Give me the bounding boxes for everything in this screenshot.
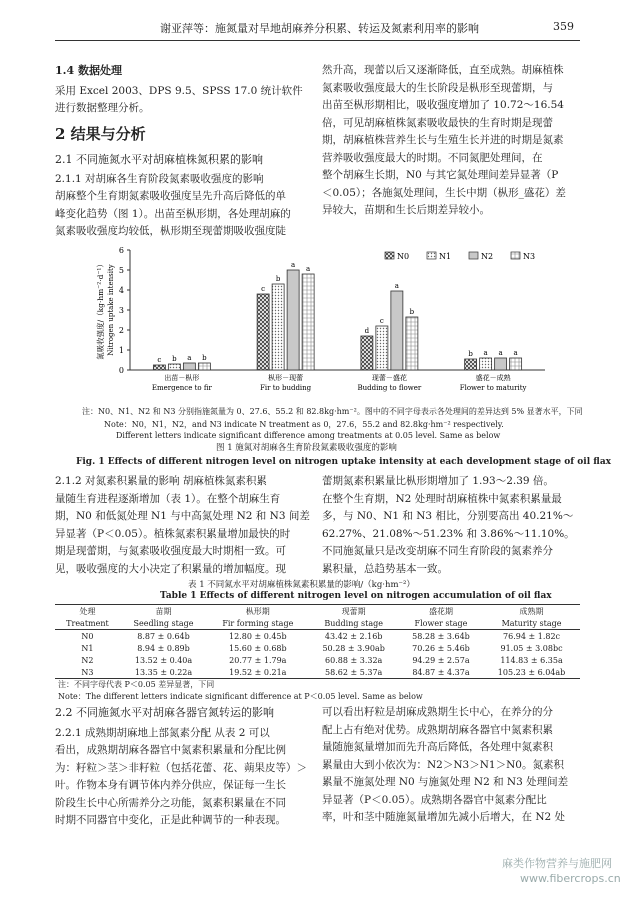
significance-letter: a bbox=[291, 261, 296, 269]
paragraph-line: 倍，可见胡麻植株氮素吸收最快的生育时期是现蕾 bbox=[322, 116, 553, 129]
paragraph-line: 氮素吸收强度均较低，枞形期至现蕾期吸收强度陡 bbox=[55, 225, 286, 237]
table-cell: 50.28 ± 3.90ab bbox=[322, 643, 385, 653]
section-2-2-heading: 2.2 不同施氮水平对胡麻各器官氮转运的影响 bbox=[55, 706, 274, 719]
paragraph-line: 峰变化趋势（图 1）。出苗至枞形期，各处理胡麻的 bbox=[55, 207, 291, 220]
table-cell: 94.29 ± 2.57a bbox=[412, 655, 470, 665]
bottom-left-column bbox=[55, 704, 317, 830]
y-tick-label: 5 bbox=[118, 266, 124, 275]
table-cell: 105.23 ± 6.04ab bbox=[497, 667, 566, 677]
page-number: 359 bbox=[553, 20, 574, 33]
bar-n3 bbox=[406, 317, 418, 370]
significance-letter: b bbox=[275, 275, 281, 283]
table-header-cell: Seedling stage bbox=[133, 618, 194, 628]
table-header-row-en bbox=[55, 617, 580, 630]
bar-n1 bbox=[168, 364, 180, 370]
paragraph-line: 配上占有绝对优势。成熟期胡麻各器官中氮素积累 bbox=[322, 723, 553, 736]
significance-letter: b bbox=[172, 355, 177, 363]
paragraph-line: 期，N0 和低氮处理 N1 与中高氮处理 N2 和 N3 间差 bbox=[55, 510, 310, 522]
bar-n0 bbox=[465, 359, 477, 370]
table-cell: 8.87 ± 0.64b bbox=[137, 631, 190, 641]
legend-swatch bbox=[427, 252, 436, 259]
significance-letter: b bbox=[409, 308, 415, 316]
bar-n2 bbox=[495, 358, 507, 370]
y-tick-label: 1 bbox=[118, 346, 124, 355]
table-cell: 60.88 ± 3.32a bbox=[325, 655, 383, 665]
paragraph-line: 时期不同器官中变化，正是此种调节的一种表现。 bbox=[55, 814, 286, 826]
watermark-url: www.fibercrops.cn bbox=[520, 872, 621, 885]
table-cell: 43.42 ± 2.16b bbox=[324, 631, 383, 641]
significance-letter: b bbox=[202, 354, 207, 362]
paragraph-line: 然升高，现蕾以后又逐渐降低，直至成熟。胡麻植株 bbox=[322, 64, 564, 76]
significance-letter: c bbox=[261, 285, 266, 293]
bar-n2 bbox=[183, 363, 195, 370]
bar-n1 bbox=[480, 358, 492, 370]
left-column-top bbox=[55, 62, 317, 241]
bar-n2 bbox=[287, 270, 299, 370]
header-rule bbox=[55, 40, 580, 41]
table-row bbox=[55, 642, 580, 654]
table-cell: 12.80 ± 0.45b bbox=[229, 631, 287, 641]
x-tick-label-en: Flower to maturity bbox=[459, 384, 527, 392]
watermark-cn: 麻类作物营养与施肥网 bbox=[502, 857, 612, 870]
table-header-cell: Maturity stage bbox=[501, 618, 562, 628]
table-header-cell: Treatment bbox=[66, 618, 109, 628]
running-title: 谢亚萍等：施氮量对旱地胡麻养分积累、转运及氮素利用率的影响 bbox=[160, 22, 479, 35]
table-header-cell: 现蕾期 bbox=[341, 606, 366, 616]
paragraph-line: 在整个生育期，N2 处理时胡麻植株中氮素积累量最 bbox=[322, 492, 562, 505]
paragraph-line: 2.1.1 对胡麻各生育阶段氮素吸收强度的影响 bbox=[55, 172, 264, 185]
x-tick-label: 出苗－枞形 bbox=[164, 374, 200, 382]
paragraph-line: 异显著（P＜0.05）。植株氮素积累量增加最快的时 bbox=[55, 527, 291, 540]
significance-letter: a bbox=[187, 354, 192, 362]
paragraph-line: 累量由大到小依次为：N2＞N3＞N1＞N0。氮素积 bbox=[322, 758, 564, 771]
x-tick-label: 盛花－成熟 bbox=[475, 374, 511, 382]
y-tick-label: 6 bbox=[118, 246, 124, 255]
paragraph-line: 期，胡麻植株营养生长与生殖生长并进的时期是氮素 bbox=[322, 134, 564, 146]
paragraph-line: 不同施氮量只是改变胡麻不同生育阶段的氮素养分 bbox=[322, 545, 553, 557]
paragraph-line: 期是现蕾期，与氮素吸收强度最大时期相一致。可 bbox=[55, 545, 286, 557]
x-tick-label: 现蕾－盛花 bbox=[371, 374, 407, 382]
figure-note-en-2: Different letters indicate significant difference among treatments at 0.05 level. Same as below bbox=[116, 431, 501, 440]
bar-n0 bbox=[153, 365, 165, 370]
x-tick-label-en: Budding to flower bbox=[357, 384, 422, 392]
legend-swatch bbox=[469, 252, 478, 259]
legend-label: N0 bbox=[397, 252, 410, 261]
legend-swatch bbox=[511, 252, 520, 259]
significance-letter: c bbox=[157, 356, 162, 364]
table-caption-en: Table 1 Effects of different nitrogen level on nitrogen accumulation of oil flax bbox=[160, 591, 552, 601]
nitrogen-accumulation-table bbox=[55, 605, 580, 679]
paragraph-line: 量随生育进程逐渐增加（表 1）。在整个胡麻生育 bbox=[55, 492, 281, 505]
paragraph-line: 异较大，苗期和生长后期差异较小。 bbox=[322, 204, 490, 216]
y-tick-label: 2 bbox=[118, 326, 124, 335]
table-header-cell: 苗期 bbox=[155, 606, 172, 616]
significance-letter: a bbox=[483, 349, 488, 357]
bar-n1 bbox=[272, 284, 284, 370]
table-cell: 70.26 ± 5.46b bbox=[412, 643, 470, 653]
paragraph-line: 62.27%、21.08%～51.23% 和 3.86%～11.10%。 bbox=[322, 527, 575, 540]
y-axis-label: 氮吸收强度/（kg·hm⁻²·d⁻¹） bbox=[96, 260, 105, 360]
legend-label: N3 bbox=[523, 252, 536, 261]
paragraph-line: 看出，成熟期胡麻各器官中氮素积累量和分配比例 bbox=[55, 744, 286, 756]
paragraph-line: 胡麻整个生育期氮素吸收强度呈先升高后降低的单 bbox=[55, 190, 286, 202]
table-row bbox=[55, 630, 580, 643]
y-tick-label: 0 bbox=[118, 366, 124, 375]
section-1-4-heading: 1.4 数据处理 bbox=[55, 64, 122, 77]
table-cell: N2 bbox=[81, 655, 94, 665]
nitrogen-uptake-chart bbox=[85, 240, 555, 405]
table-cell: 20.77 ± 1.79a bbox=[229, 655, 287, 665]
table-cell: N1 bbox=[81, 643, 94, 653]
table-header-row-cn bbox=[55, 605, 580, 617]
paragraph-line: 营养吸收强度最大的时期。不同氮肥处理间，在 bbox=[322, 151, 543, 164]
bar-n3 bbox=[198, 363, 210, 370]
table-header-cell: 盛花期 bbox=[428, 606, 453, 616]
paragraph-line: 可以看出籽粒是胡麻成熟期生长中心，在养分的分 bbox=[322, 706, 553, 718]
table-cell: N3 bbox=[81, 667, 94, 677]
y-tick-label: 4 bbox=[118, 286, 124, 295]
legend-swatch bbox=[385, 252, 394, 259]
paragraph-line: 2.2.1 成熟期胡麻地上部氮素分配 从表 2 可以 bbox=[55, 726, 270, 739]
paragraph-line: 累积量，总趋势基本一致。 bbox=[322, 562, 448, 575]
legend-label: N1 bbox=[439, 252, 452, 261]
table-header-cell: 处理 bbox=[79, 606, 96, 616]
table-caption-cn: 表 1 不同氮水平对胡麻植株氮素积累量的影响/（kg·hm⁻²） bbox=[188, 580, 415, 590]
table-cell: 8.94 ± 0.89b bbox=[137, 643, 190, 653]
paragraph-line: 采用 Excel 2003、DPS 9.5、SPSS 17.0 统计软件 bbox=[55, 84, 303, 97]
bar-n3 bbox=[302, 274, 314, 370]
figure-caption-en: Fig. 1 Effects of different nitrogen level on nitrogen uptake intensity at each development stage of oil flax bbox=[76, 457, 612, 467]
table-header-cell: Budding stage bbox=[324, 618, 383, 628]
paragraph-line: 整个胡麻生长期，N0 与其它氮处理间差异显著（P bbox=[322, 169, 559, 181]
paragraph-line: 2.1.2 对氮素积累量的影响 胡麻植株氮素积累 bbox=[55, 475, 267, 487]
paragraph-line: 蕾期氮素积累量比枞形期增加了 1.93～2.39 倍。 bbox=[322, 475, 554, 487]
paragraph-line: 出苗至枞形期相比，吸收强度增加了 10.72～16.54 bbox=[322, 99, 564, 111]
paragraph-line: 进行数据整理分析。 bbox=[55, 102, 150, 114]
paragraph-line: 累量不施氮处理 N0 与施氮处理 N2 和 N3 处理间差 bbox=[322, 776, 569, 788]
right-column-top bbox=[322, 62, 584, 220]
table-cell: 91.05 ± 3.08bc bbox=[500, 643, 563, 653]
table-header-cell: 枞形期 bbox=[245, 606, 270, 616]
table-cell: 19.52 ± 0.21a bbox=[229, 667, 287, 677]
table-cell: 76.94 ± 1.82c bbox=[503, 631, 561, 641]
significance-letter: b bbox=[468, 350, 473, 358]
bar-n1 bbox=[376, 326, 388, 370]
paragraph-line: 率，叶和茎中随施氮量增加先减小后增大，在 N2 处 bbox=[322, 811, 566, 823]
significance-letter: a bbox=[498, 349, 503, 357]
y-axis-label-en: Nitrogen uptake intensity bbox=[107, 264, 115, 356]
table-cell: 58.28 ± 3.64b bbox=[412, 631, 470, 641]
table-header-cell: Fir forming stage bbox=[222, 618, 294, 628]
paragraph-line: 异显著（P＜0.05）。成熟期各器官中氮素分配比 bbox=[322, 793, 547, 806]
paragraph-line: 量随施氮量增加而先升高后降低，各处理中氮素积 bbox=[322, 741, 553, 753]
middle-left-paragraph bbox=[55, 473, 317, 578]
section-2-1-heading: 2.1 不同施氮水平对胡麻植株氮积累的影响 bbox=[55, 153, 263, 166]
bar-n2 bbox=[391, 291, 403, 370]
table-note-en: Note：The different letters indicate significant difference at P＜0.05 level. Same as below bbox=[58, 692, 423, 701]
paragraph-line: 为：籽粒＞茎＞非籽粒（包括花蕾、花、蒴果皮等）＞ bbox=[55, 761, 307, 774]
x-tick-label-en: Emergence to fir bbox=[151, 384, 212, 392]
paragraph-line: ＜0.05）；各施氮处理间，生长中期（枞形_盛花）差 bbox=[322, 186, 566, 199]
table-header-cell: 成熟期 bbox=[519, 606, 544, 616]
paragraph-line: 多，与 N0、N1 和 N3 相比，分别要高出 40.21%～ bbox=[322, 510, 574, 522]
bar-n3 bbox=[510, 358, 522, 370]
table-row bbox=[55, 666, 580, 679]
legend-label: N2 bbox=[481, 252, 494, 261]
significance-letter: d bbox=[364, 327, 370, 335]
table-cell: 58.62 ± 5.37a bbox=[325, 667, 383, 677]
table-header-cell: Flower stage bbox=[414, 618, 468, 628]
figure-note-en-1: Note：N0，N1，N2，and N3 indicate N treatment as 0，27.6，55.2 and 82.8kg·hm⁻² respectively. bbox=[104, 420, 504, 429]
paragraph-line: 叶。作物本身有调节体内养分供应，保证每一生长 bbox=[55, 779, 286, 791]
x-tick-label-en: Fir to budding bbox=[260, 384, 312, 392]
significance-letter: a bbox=[513, 349, 518, 357]
table-cell: 13.52 ± 0.40a bbox=[134, 655, 193, 665]
bottom-right-column bbox=[322, 704, 584, 827]
significance-letter: c bbox=[379, 317, 384, 325]
table-cell: 114.83 ± 6.35a bbox=[500, 655, 563, 665]
bar-n0 bbox=[361, 336, 373, 370]
paragraph-line: 见，吸收强度的大小决定了积累量的增加幅度。现 bbox=[55, 562, 286, 575]
paragraph-line: 阶段生长中心所需养分之功能，氮素积累量在不同 bbox=[55, 796, 286, 809]
section-2-heading: 2 结果与分析 bbox=[55, 124, 146, 143]
table-cell: 15.60 ± 0.68b bbox=[229, 643, 287, 653]
paragraph-line: 氮素吸收强度最大的生长阶段是枞形至现蕾期，与 bbox=[322, 81, 553, 94]
significance-letter: a bbox=[306, 265, 311, 273]
significance-letter: a bbox=[394, 282, 399, 290]
table-note-cn: 注：不同字母代表 P＜0.05 差异显著，下同 bbox=[58, 680, 215, 689]
x-tick-label: 枞形－现蕾 bbox=[268, 374, 304, 382]
y-tick-label: 3 bbox=[118, 306, 124, 315]
table-cell: 84.87 ± 4.37a bbox=[412, 667, 470, 677]
figure-note-cn: 注：N0、N1、N2 和 N3 分别指施氮量为 0、27.6、55.2 和 82.8kg·hm⁻²。图中的不同字母表示各处理间的差异达到 5% 显著水平，下同 bbox=[82, 407, 583, 416]
table-cell: N0 bbox=[81, 631, 94, 641]
figure-caption-cn: 图 1 施氮对胡麻各生育阶段氮素吸收强度的影响 bbox=[216, 443, 397, 453]
bar-n0 bbox=[257, 294, 269, 370]
table-cell: 13.35 ± 0.22a bbox=[134, 667, 193, 677]
table-row bbox=[55, 654, 580, 666]
middle-right-paragraph bbox=[322, 473, 584, 578]
